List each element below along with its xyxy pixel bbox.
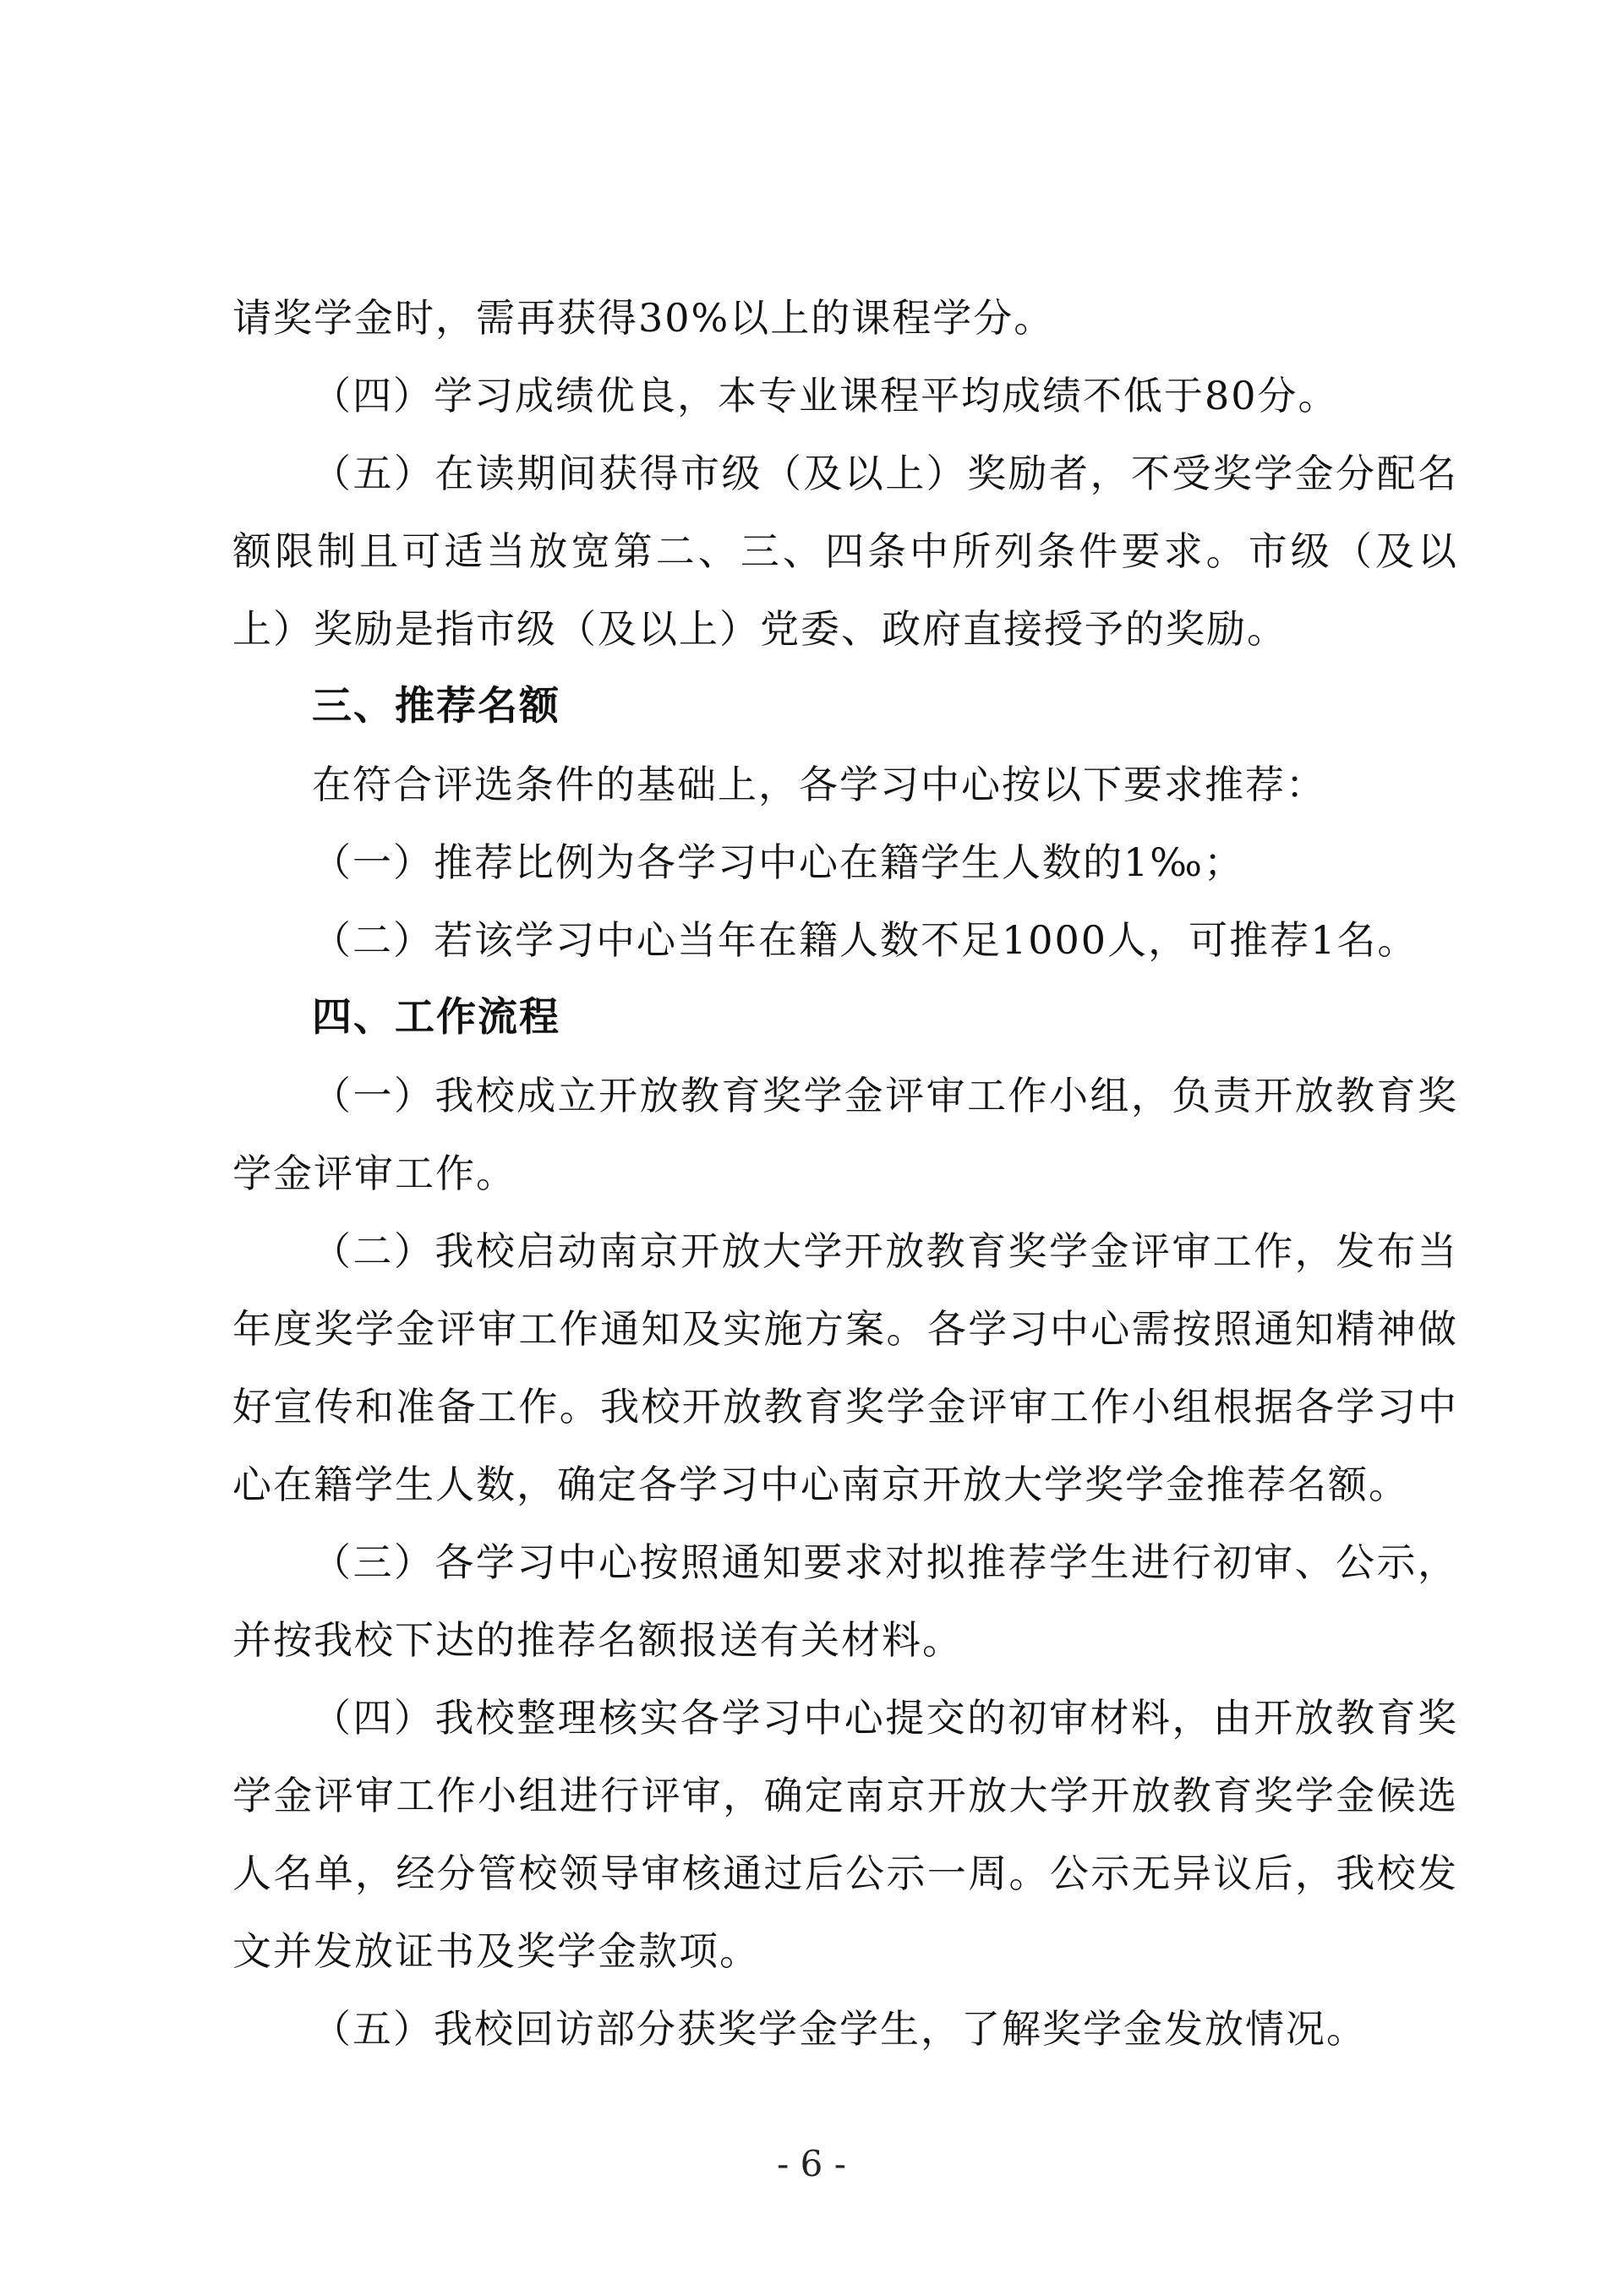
paragraph-workflow-two: （二）我校启动南京开放大学开放教育奖学金评审工作，发布当年度奖学金评审工作通知及实施方案。各学习中心需按照通知精神做好宣传和准备工作。我校开放教育奖学金评审工作小组根据各学习中心在籍学生人数，确定各学习中心南京开放大学奖学金推荐名额。	[232, 1228, 1458, 1507]
paragraph-quota-two: （二）若该学习中心当年在籍人数不足1000人，可推荐1名。	[312, 917, 1418, 963]
section-heading-workflow: 四、工作流程	[312, 994, 560, 1041]
paragraph-continuation: 请奖学金时，需再获得30%以上的课程学分。	[232, 295, 1055, 341]
paragraph-quota-one: （一）推荐比例为各学习中心在籍学生人数的1‰；	[312, 839, 1244, 885]
paragraph-workflow-one: （一）我校成立开放教育奖学金评审工作小组，负责开放教育奖学金评审工作。	[232, 1073, 1458, 1196]
page-number: - 6 -	[777, 2143, 846, 2184]
paragraph-workflow-four: （四）我校整理核实各学习中心提交的初审材料，由开放教育奖学金评审工作小组进行评审，确定南京开放大学开放教育奖学金候选人名单，经分管校领导审核通过后公示一周。公示无异议后，我校发文并发放证书及奖学金款项。	[232, 1695, 1458, 1974]
paragraph-workflow-five: （五）我校回访部分获奖学金学生，了解奖学金发放情况。	[312, 2006, 1367, 2052]
section-heading-quota: 三、推荐名额	[312, 683, 560, 730]
paragraph-quota-intro: 在符合评选条件的基础上，各学习中心按以下要求推荐：	[312, 762, 1326, 807]
paragraph-item-five: （五）在读期间获得市级（及以上）奖励者，不受奖学金分配名额限制且可适当放宽第二、三、四条中所列条件要求。市级（及以上）奖励是指市级（及以上）党委、政府直接授予的奖励。	[232, 451, 1458, 652]
document-body	[232, 279, 1458, 2068]
paragraph-item-four: （四）学习成绩优良，本专业课程平均成绩不低于80分。	[312, 373, 1339, 418]
paragraph-workflow-three: （三）各学习中心按照通知要求对拟推荐学生进行初审、公示，并按我校下达的推荐名额报送有关材料。	[232, 1539, 1458, 1663]
